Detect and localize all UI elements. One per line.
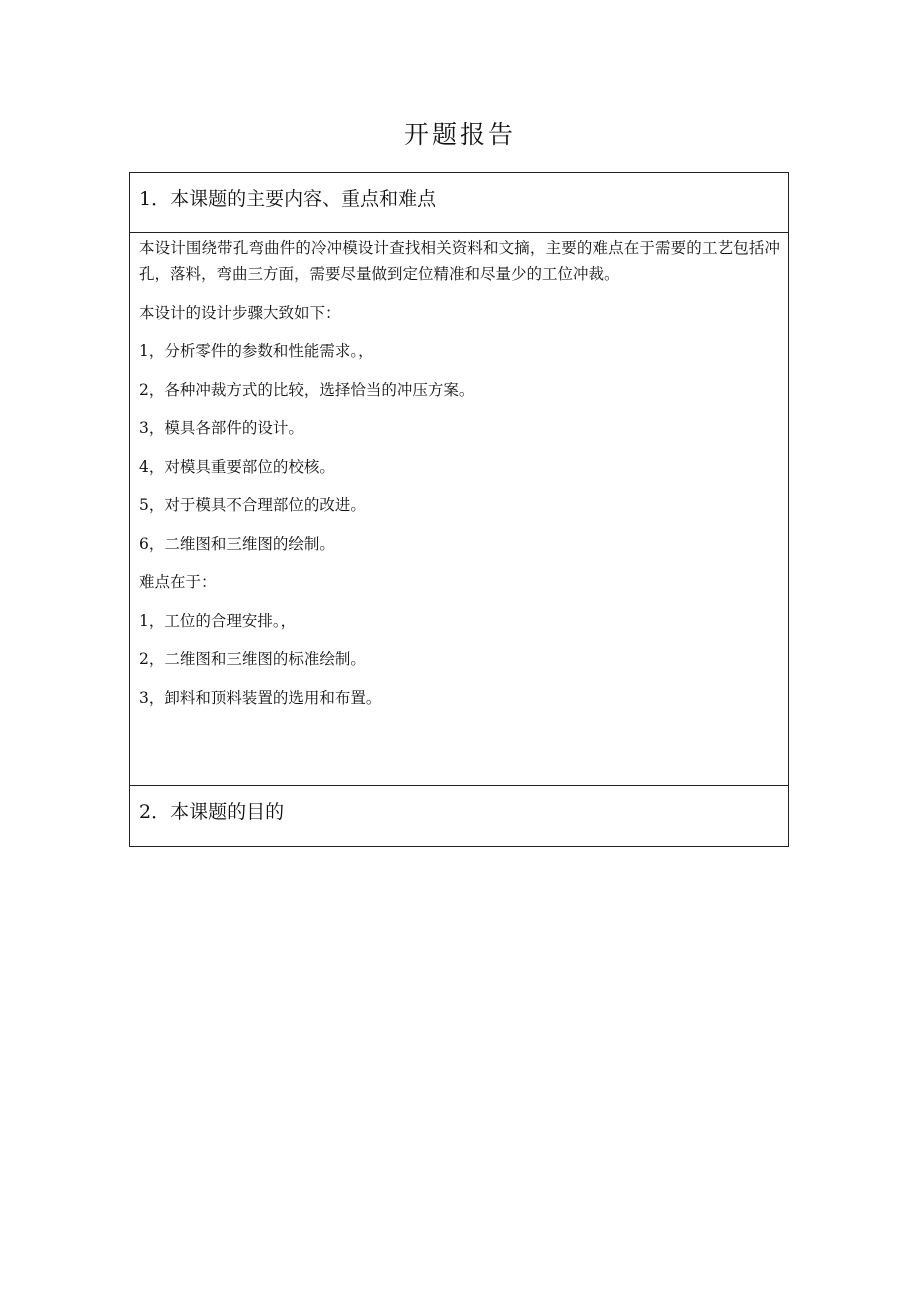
section-heading-2: 2．本课题的目的 [139, 801, 285, 823]
list-item: 1，分析零件的参数和性能需求。， [139, 342, 374, 360]
list-item: 3，卸料和顶料装置的选用和布置。 [139, 688, 382, 707]
report-table [129, 172, 789, 847]
section-body-1 [130, 233, 788, 786]
section-heading-1: 1．本课题的主要内容、重点和难点 [130, 173, 788, 233]
list-item: 2，二维图和三维图的标准绘制。 [139, 650, 366, 668]
list-item: 难点在于： [139, 573, 217, 591]
list-item: 2，各种冲裁方式的比较，选择恰当的冲压方案。 [139, 380, 475, 399]
intro-paragraph: 本设计围绕带孔弯曲件的冷冲模设计查找相关资料和文摘，主要的难点在于需要的工艺包括冲孔，落料，弯曲三方面，需要尽量做到定位精准和尽量少的工位冲裁。 [139, 239, 780, 283]
list-item: 3，模具各部件的设计。 [139, 419, 304, 437]
list-item: 1，工位的合理安排。， [139, 611, 297, 630]
list-item: 6，二维图和三维图的绘制。 [139, 534, 335, 553]
list-item: 5，对于模具不合理部位的改进。 [139, 496, 366, 514]
list-item: 本设计的设计步骤大致如下： [139, 303, 341, 322]
list-item: 4，对模具重要部位的校核。 [139, 457, 335, 476]
page-title: 开题报告 [403, 120, 516, 149]
